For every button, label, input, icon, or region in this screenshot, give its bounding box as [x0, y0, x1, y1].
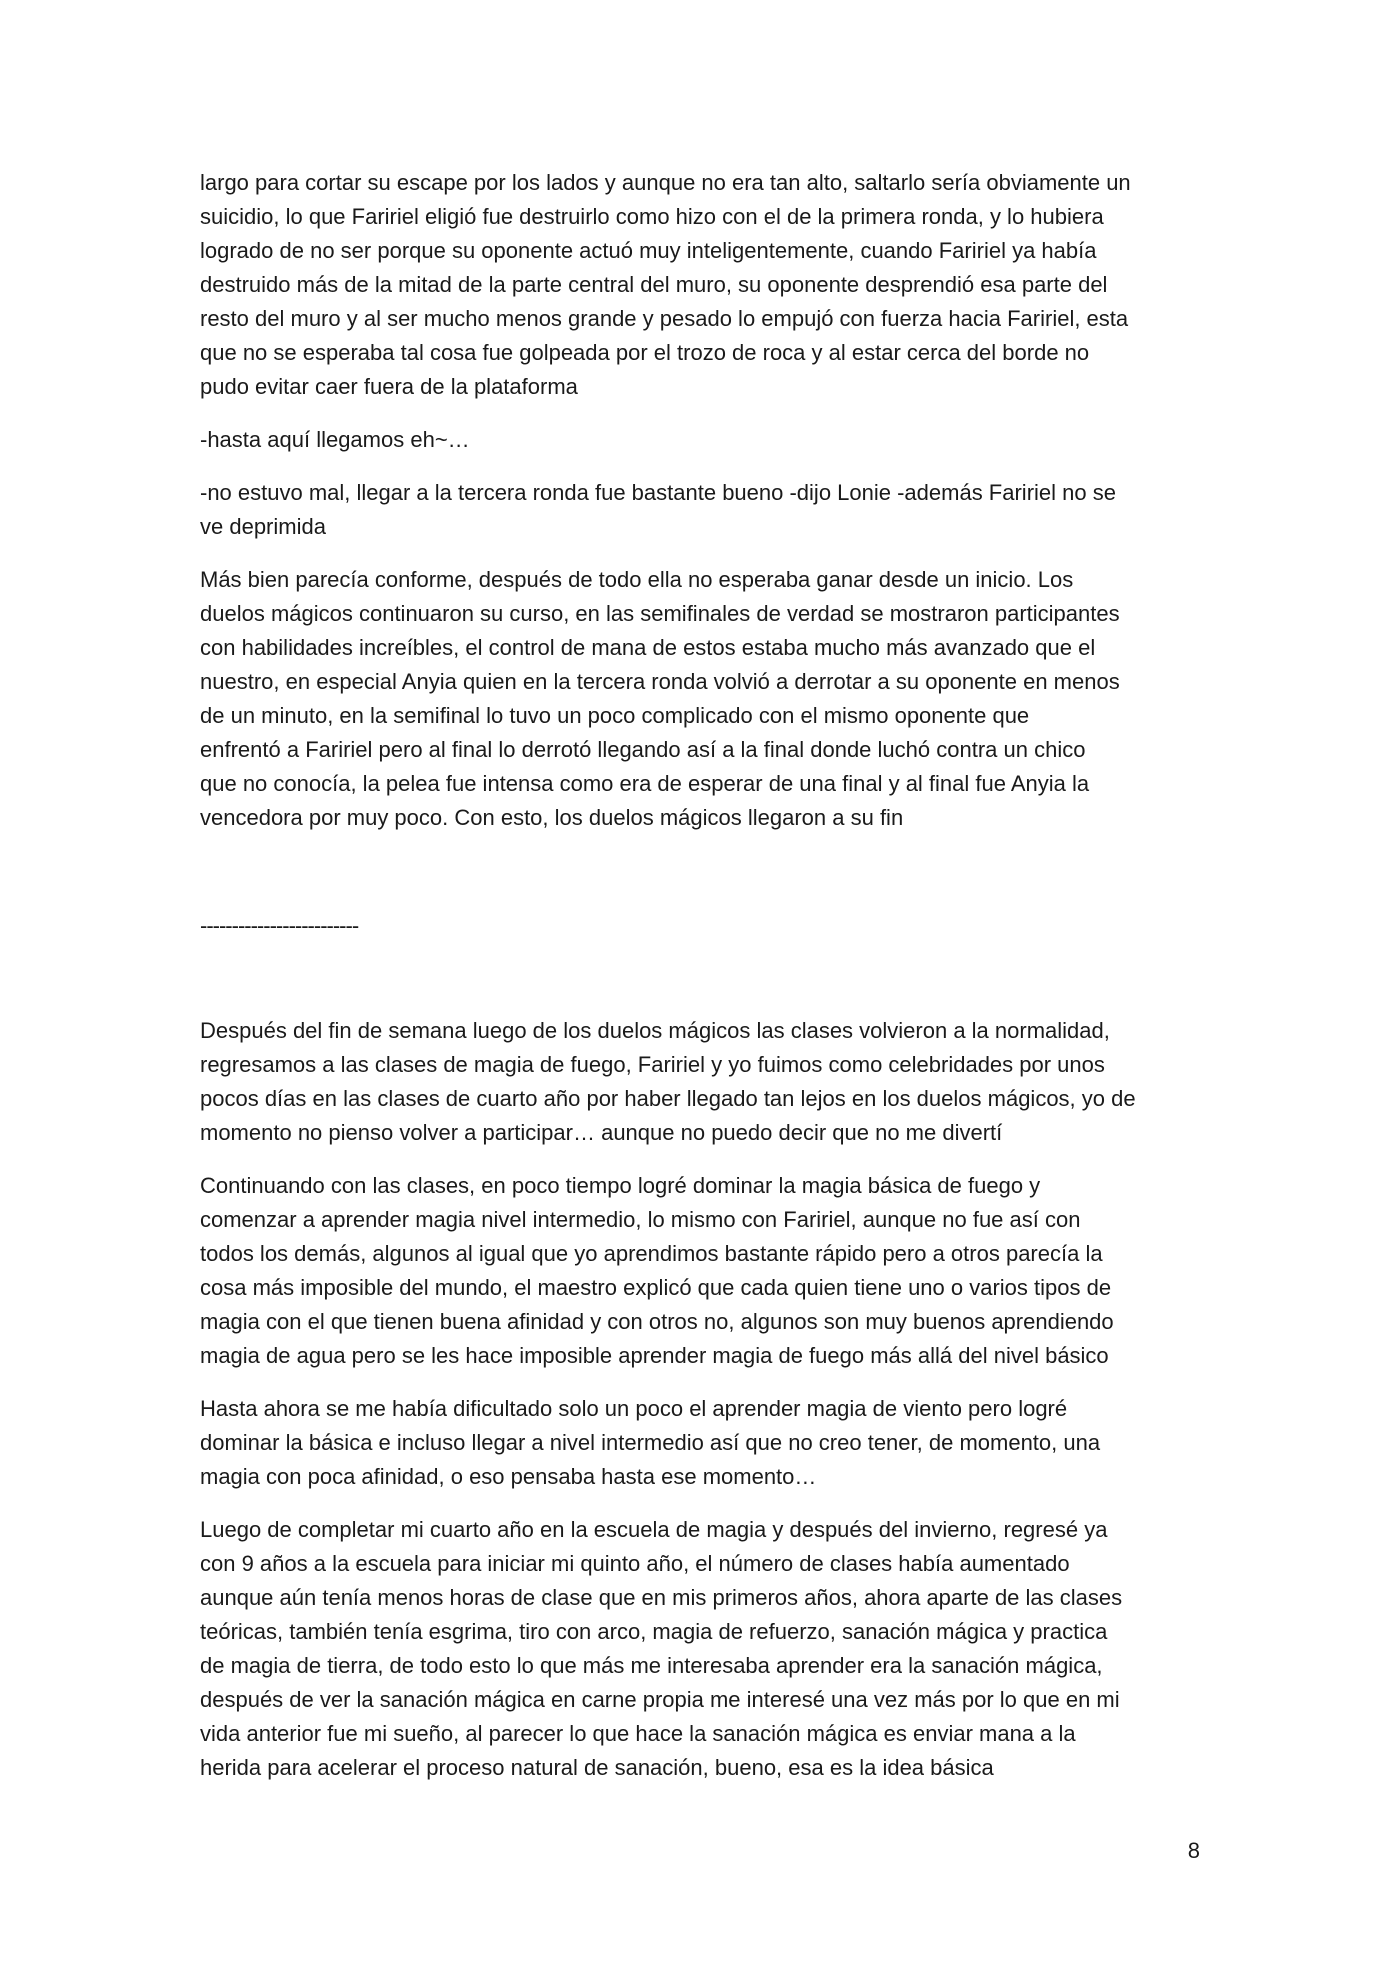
- paragraph: [200, 423, 1300, 457]
- text-line: -hasta aquí llegamos eh~…: [200, 427, 470, 452]
- paragraph: [200, 1513, 1300, 1785]
- text-line: Hasta ahora se me había dificultado solo un poco el aprender magia de viento pero logré: [200, 1396, 1068, 1421]
- paragraph: [200, 1014, 1300, 1150]
- paragraph: [200, 1169, 1300, 1373]
- text-line: con 9 años a la escuela para iniciar mi quinto año, el número de clases había aumentado: [200, 1551, 1070, 1576]
- text-line: todos los demás, algunos al igual que yo aprendimos bastante rápido pero a otros parecía la: [200, 1241, 1103, 1266]
- text-line: -no estuvo mal, llegar a la tercera ronda fue bastante bueno -dijo Lonie -además Faririel no se: [200, 480, 1116, 505]
- paragraph: [200, 563, 1300, 835]
- section-separator: -------------------------: [200, 913, 359, 938]
- document-body: [200, 166, 1300, 1804]
- text-line: largo para cortar su escape por los lados y aunque no era tan alto, saltarlo sería obviamente un: [200, 170, 1131, 195]
- text-line: enfrentó a Faririel pero al final lo derrotó llegando así a la final donde luchó contra un chico: [200, 737, 1086, 762]
- text-line: magia con poca afinidad, o eso pensaba hasta ese momento…: [200, 1464, 817, 1489]
- text-line: que no conocía, la pelea fue intensa como era de esperar de una final y al final fue Anyia la: [200, 771, 1090, 796]
- text-line: comenzar a aprender magia nivel intermedio, lo mismo con Faririel, aunque no fue así con: [200, 1207, 1081, 1232]
- text-line: Después del fin de semana luego de los duelos mágicos las clases volvieron a la normalidad,: [200, 1018, 1110, 1043]
- text-line: cosa más imposible del mundo, el maestro explicó que cada quien tiene uno o varios tipos de: [200, 1275, 1112, 1300]
- text-line: magia de agua pero se les hace imposible aprender magia de fuego más allá del nivel básico: [200, 1343, 1109, 1368]
- text-line: nuestro, en especial Anyia quien en la tercera ronda volvió a derrotar a su oponente en menos: [200, 669, 1120, 694]
- paragraph: [200, 1392, 1300, 1494]
- text-line: resto del muro y al ser mucho menos grande y pesado lo empujó con fuerza hacia Faririel, esta: [200, 306, 1129, 331]
- page-number: 8: [1187, 1838, 1200, 1863]
- paragraph: [200, 476, 1300, 544]
- text-line: pocos días en las clases de cuarto año por haber llegado tan lejos en los duelos mágicos, yo de: [200, 1086, 1136, 1111]
- text-line: de magia de tierra, de todo esto lo que más me interesaba aprender era la sanación mágica,: [200, 1653, 1103, 1678]
- text-line: ve deprimida: [200, 514, 326, 539]
- text-line: de un minuto, en la semifinal lo tuvo un poco complicado con el mismo oponente que: [200, 703, 1030, 728]
- text-line: pudo evitar caer fuera de la plataforma: [200, 374, 578, 399]
- text-line: destruido más de la mitad de la parte central del muro, su oponente desprendió esa parte del: [200, 272, 1108, 297]
- text-line: suicidio, lo que Faririel eligió fue destruirlo como hizo con el de la primera ronda, y lo hubiera: [200, 204, 1104, 229]
- text-line: aunque aún tenía menos horas de clase que en mis primeros años, ahora aparte de las clases: [200, 1585, 1123, 1610]
- text-line: Más bien parecía conforme, después de todo ella no esperaba ganar desde un inicio. Los: [200, 567, 1074, 592]
- text-line: magia con el que tienen buena afinidad y con otros no, algunos son muy buenos aprendiendo: [200, 1309, 1114, 1334]
- text-line: Luego de completar mi cuarto año en la escuela de magia y después del invierno, regresé ya: [200, 1517, 1108, 1542]
- text-line: momento no pienso volver a participar… aunque no puedo decir que no me divertí: [200, 1120, 1003, 1145]
- text-line: regresamos a las clases de magia de fuego, Faririel y yo fuimos como celebridades por unos: [200, 1052, 1105, 1077]
- text-line: herida para acelerar el proceso natural de sanación, bueno, esa es la idea básica: [200, 1755, 994, 1780]
- text-line: dominar la básica e incluso llegar a nivel intermedio así que no creo tener, de momento, una: [200, 1430, 1101, 1455]
- text-line: logrado de no ser porque su oponente actuó muy inteligentemente, cuando Faririel ya había: [200, 238, 1097, 263]
- text-line: Continuando con las clases, en poco tiempo logré dominar la magia básica de fuego y: [200, 1173, 1041, 1198]
- paragraph: [200, 166, 1300, 404]
- text-line: que no se esperaba tal cosa fue golpeada por el trozo de roca y al estar cerca del borde no: [200, 340, 1090, 365]
- text-line: duelos mágicos continuaron su curso, en las semifinales de verdad se mostraron participantes: [200, 601, 1120, 626]
- text-line: teóricas, también tenía esgrima, tiro con arco, magia de refuerzo, sanación mágica y practica: [200, 1619, 1108, 1644]
- text-line: con habilidades increíbles, el control de mana de estos estaba mucho más avanzado que el: [200, 635, 1096, 660]
- text-line: vencedora por muy poco. Con esto, los duelos mágicos llegaron a su fin: [200, 805, 904, 830]
- text-line: después de ver la sanación mágica en carne propia me interesé una vez más por lo que en mi: [200, 1687, 1120, 1712]
- text-line: vida anterior fue mi sueño, al parecer lo que hace la sanación mágica es enviar mana a la: [200, 1721, 1076, 1746]
